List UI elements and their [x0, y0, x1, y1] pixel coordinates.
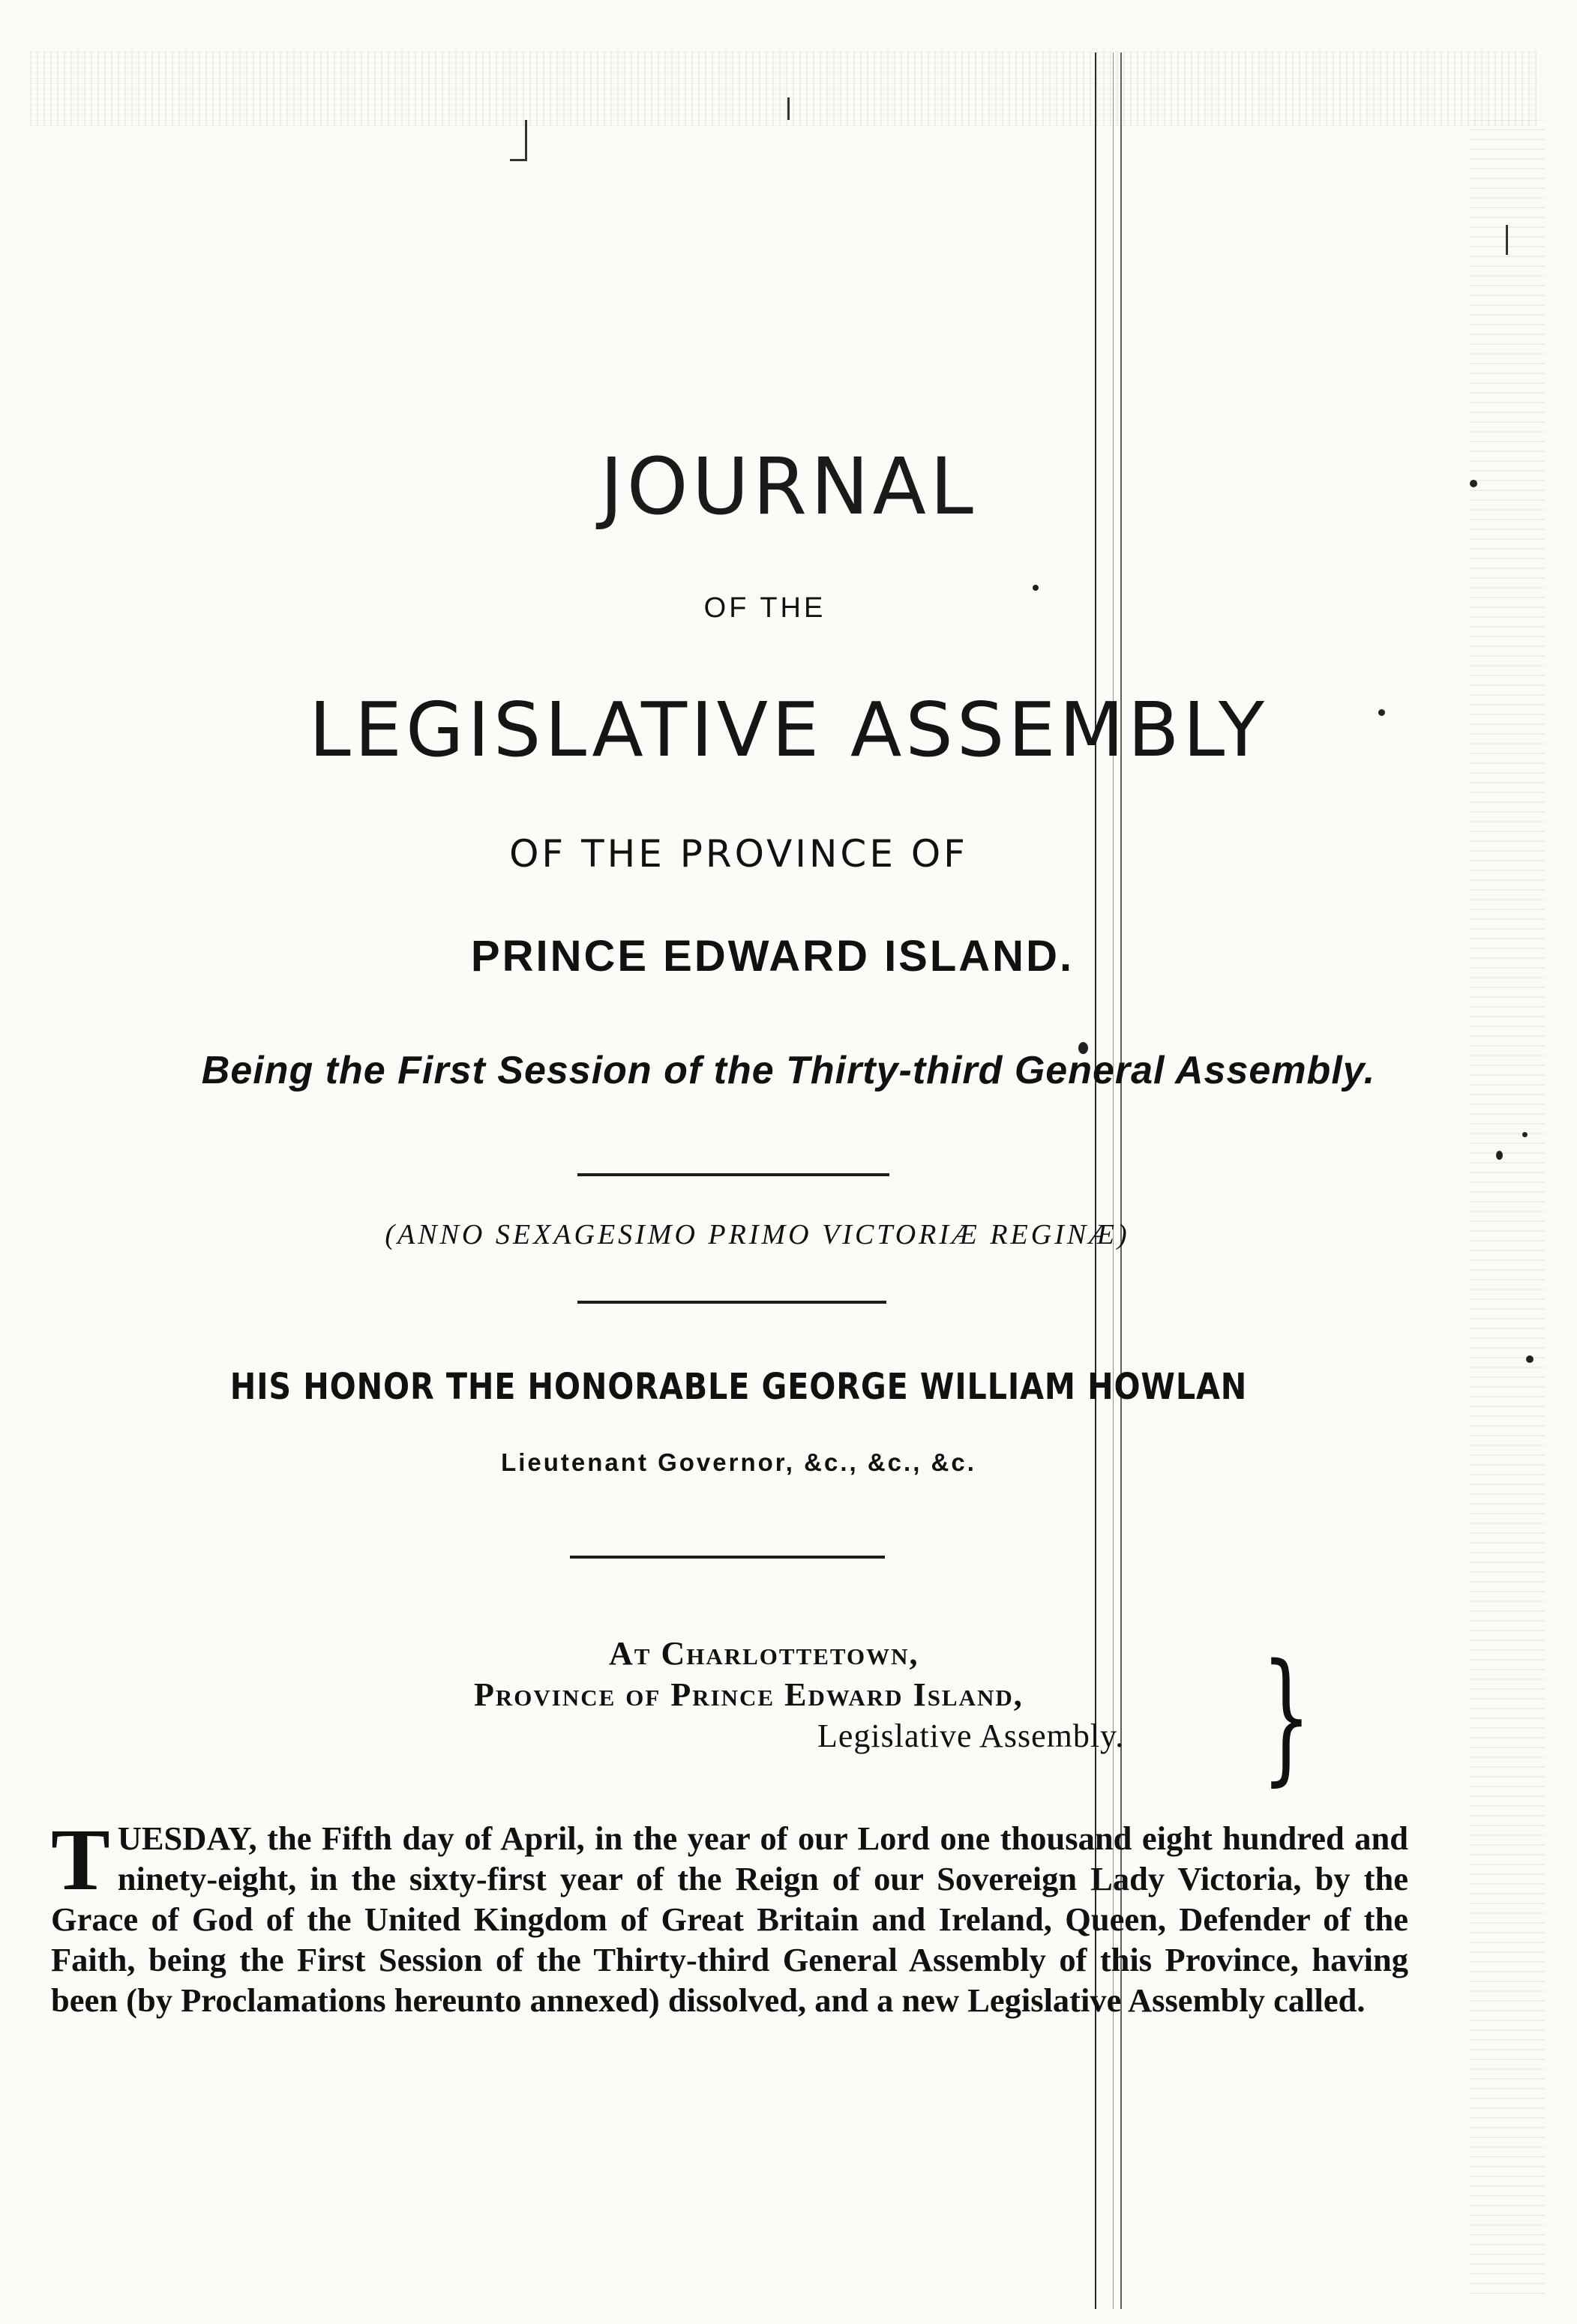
session-subtitle: Being the First Session of the Thirty-third General Assembly. [201, 1049, 1376, 1092]
place-line-province: Province of Prince Edward Island, [474, 1676, 1024, 1713]
opening-paragraph [51, 1810, 1408, 2020]
assembly-title: LEGISLATIVE ASSEMBLY [309, 686, 1268, 774]
ink-speck [1033, 585, 1039, 591]
stray-mark [787, 97, 790, 120]
stray-mark [1506, 225, 1508, 255]
stray-mark [510, 159, 526, 161]
journal-title: JOURNAL [600, 441, 977, 532]
stray-mark [525, 120, 527, 161]
drop-cap: T [51, 1810, 110, 1909]
curly-brace: } [1261, 1634, 1312, 1799]
of-the-label: OF THE [703, 592, 826, 624]
scan-noise-top [30, 51, 1537, 126]
ink-speck [1496, 1151, 1503, 1160]
regnal-year: (ANNO SEXAGESIMO PRIMO VICTORIÆ REGINÆ) [385, 1219, 1130, 1250]
divider-rule [570, 1556, 885, 1559]
divider-rule [577, 1301, 886, 1304]
ink-speck [1522, 1132, 1528, 1137]
paragraph-text: UESDAY, the Fifth day of April, in the year of our Lord one thousand eight hundred and ninety-eight, in the sixty-first year of the Reign of our Sovereign Lady Victoria, by the Grace of God of the United Kingdom of Great Britain and Ireland, Queen, Defender of the Faith, being the First Session of the Thirty-third General Assembly of this Province, having been (by Proclamations hereunto annexed) dissolved, and a new Legislative Assembly called. [51, 1819, 1408, 2019]
governor-title: Lieutenant Governor, &c., &c., &c. [501, 1448, 976, 1476]
divider-rule [577, 1173, 889, 1176]
governor-name: HIS HONOR THE HONORABLE GEORGE WILLIAM HOWLAN [229, 1366, 1248, 1408]
province-name: PRINCE EDWARD ISLAND. [470, 932, 1075, 981]
place-line-body: Legislative Assembly. [817, 1718, 1125, 1754]
province-of-label: OF THE PROVINCE OF [509, 832, 968, 876]
ink-speck [1526, 1355, 1534, 1363]
place-line-city: At Charlottetown, [609, 1635, 919, 1672]
